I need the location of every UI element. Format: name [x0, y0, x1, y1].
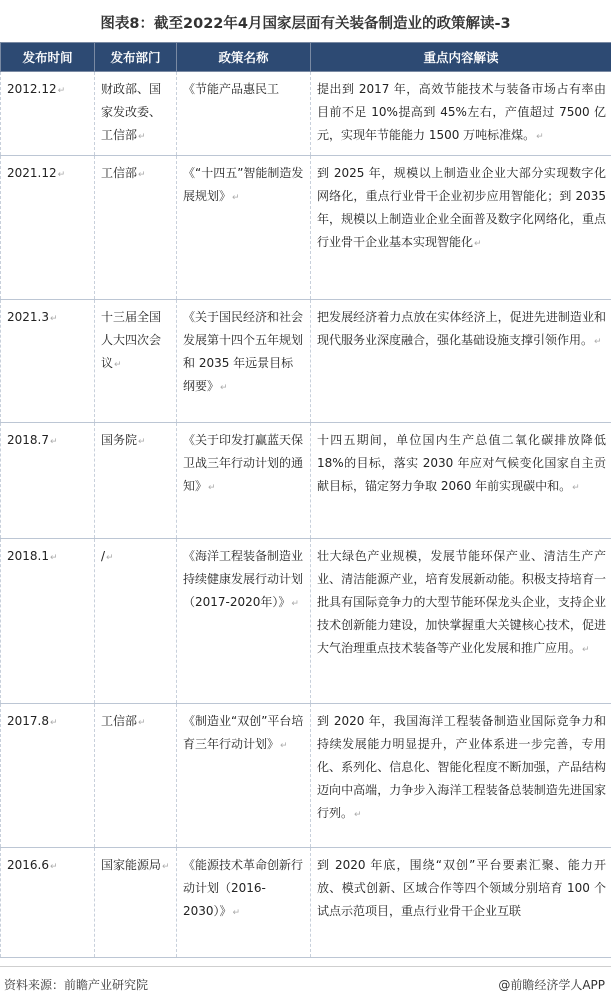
cell-policy-name: 《能源技术革命创新行动计划（2016-2030）》↵	[177, 848, 311, 958]
cell-dept: 工信部↵	[95, 704, 177, 848]
cell-content: 到 2020 年底，围绕“双创”平台要素汇聚、能力开放、模式创新、区域合作等四个领域分别培育 100 个试点示范项目，重点行业骨干企业互联	[311, 848, 611, 958]
table-row	[1, 423, 611, 539]
cell-dept: 国家能源局↵	[95, 848, 177, 958]
cell-date: 2018.7↵	[1, 423, 95, 539]
cell-date: 2021.12↵	[1, 156, 95, 300]
table-row	[1, 300, 611, 423]
cell-date: 2021.3↵	[1, 300, 95, 423]
cell-dept: 十三届全国人大四次会议↵	[95, 300, 177, 423]
page-title: 图表8：截至2022年4月国家层面有关装备制造业的政策解读-3	[0, 12, 611, 33]
table-row	[1, 848, 611, 958]
table-row	[1, 704, 611, 848]
cell-policy-name: 《制造业“双创”平台培育三年行动计划》↵	[177, 704, 311, 848]
header-content: 重点内容解读	[311, 43, 611, 72]
header-name: 政策名称	[177, 43, 311, 72]
cell-dept: 国务院↵	[95, 423, 177, 539]
cell-content: 到 2020 年，我国海洋工程装备制造业国际竞争力和持续发展能力明显提升，产业体系进一步完善，专用化、系列化、信息化、智能化程度不断加强，产品结构迈向中高端，力争步入海洋工程装备总装制造先进国家行列。↵	[311, 704, 611, 848]
header-date: 发布时间	[1, 43, 95, 72]
footer	[0, 966, 611, 1001]
table-row	[1, 156, 611, 300]
cell-content: 壮大绿色产业规模，发展节能环保产业、清洁生产产业、清洁能源产业，培育发展新动能。积极支持培育一批具有国际竞争力的大型节能环保龙头企业，支持企业技术创新能力建设，加快掌握重大关键核心技术，促进大气治理重点技术装备等产业化发展和推广应用。↵	[311, 539, 611, 704]
cell-policy-name: 《海洋工程装备制造业持续健康发展行动计划（2017-2020年）》↵	[177, 539, 311, 704]
cell-date: 2017.8↵	[1, 704, 95, 848]
table-row	[1, 72, 611, 156]
cell-content: 把发展经济着力点放在实体经济上，促进先进制造业和现代服务业深度融合，强化基础设施支撑引领作用。↵	[311, 300, 611, 423]
cell-content: 提出到 2017 年，高效节能技术与装备市场占有率由目前不足 10%提高到 45%左右，产值超过 7500 亿元，实现年节能能力 1500 万吨标准煤。↵	[311, 72, 611, 156]
table-header-row	[1, 43, 611, 72]
cell-date: 2016.6↵	[1, 848, 95, 958]
cell-content: 十四五期间，单位国内生产总值二氧化碳排放降低 18%的目标，落实 2030 年应对气候变化国家自主贡献目标，锚定努力争取 2060 年前实现碳中和。↵	[311, 423, 611, 539]
header-dept: 发布部门	[95, 43, 177, 72]
cell-policy-name: 《“十四五”智能制造发展规划》↵	[177, 156, 311, 300]
cell-dept: 财政部、国家发改委、工信部↵	[95, 72, 177, 156]
credit-note: @前瞻经济学人APP	[498, 976, 605, 993]
source-note: 资料来源：前瞻产业研究院	[4, 976, 148, 993]
cell-policy-name: 《节能产品惠民工	[177, 72, 311, 156]
cell-date: 2018.1↵	[1, 539, 95, 704]
cell-dept: 工信部↵	[95, 156, 177, 300]
cell-policy-name: 《关于国民经济和社会发展第十四个五年规划和 2035 年远景目标纲要》↵	[177, 300, 311, 423]
cell-date: 2012.12↵	[1, 72, 95, 156]
policy-table	[0, 42, 611, 958]
cell-policy-name: 《关于印发打赢蓝天保卫战三年行动计划的通知》↵	[177, 423, 311, 539]
cell-content: 到 2025 年，规模以上制造业企业大部分实现数字化网络化，重点行业骨干企业初步应用智能化；到 2035 年，规模以上制造业企业全面普及数字化网络化，重点行业骨干企业基本实现智能化↵	[311, 156, 611, 300]
cell-dept: /↵	[95, 539, 177, 704]
table-row	[1, 539, 611, 704]
